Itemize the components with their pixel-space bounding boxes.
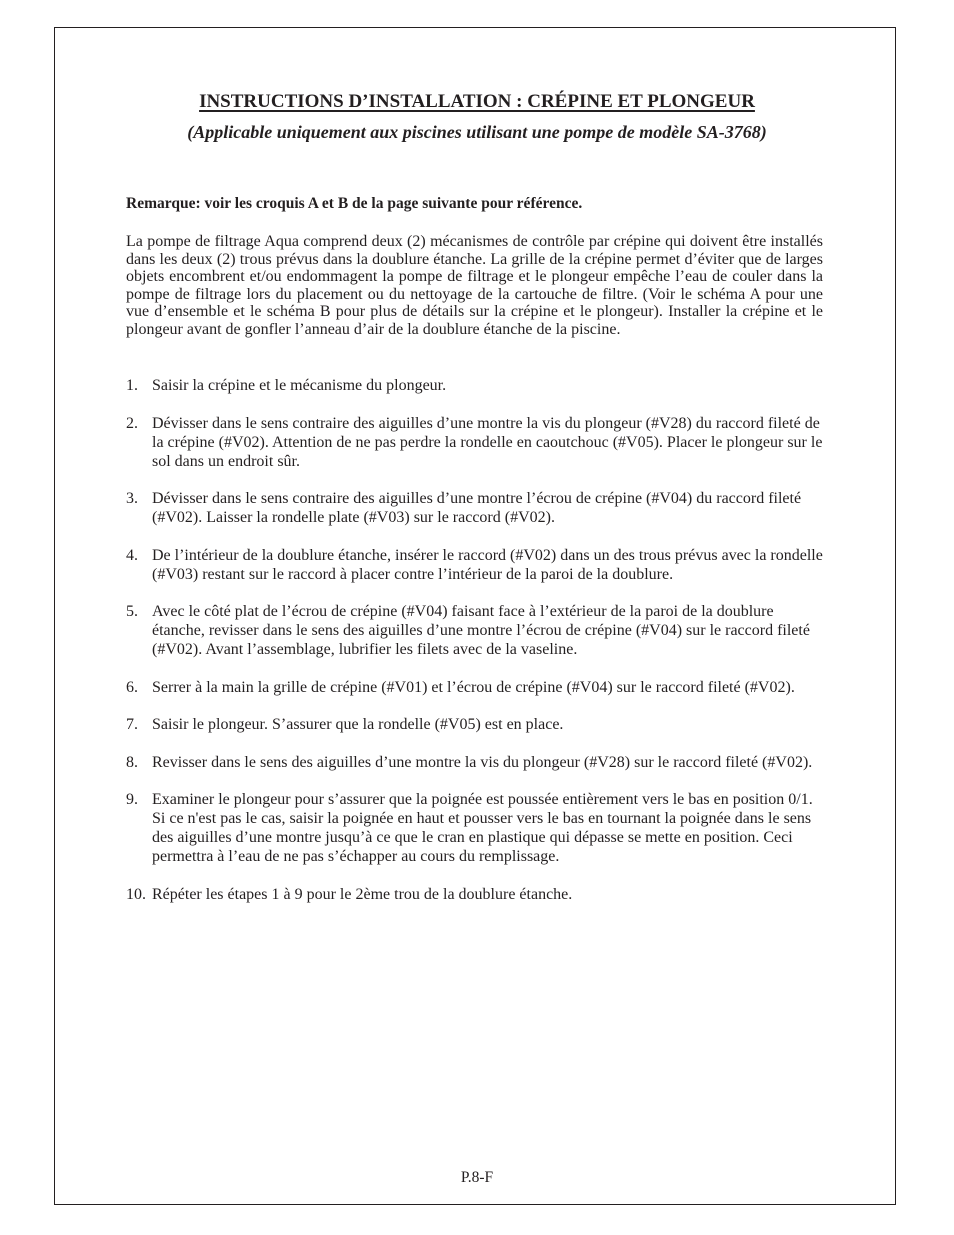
remark-note: Remarque: voir les croquis A et B de la page suivante pour référence. bbox=[126, 195, 583, 212]
step-item-6 bbox=[126, 678, 826, 697]
step-text: Dévisser dans le sens contraire des aiguilles d’une montre l’écrou de crépine (#V04) du raccord fileté (#V02). Laisser la rondelle plate (#V03) sur le raccord (#V02). bbox=[152, 490, 802, 526]
step-text: Revisser dans le sens des aiguilles d’une montre la vis du plongeur (#V28) sur le raccord fileté (#V02). bbox=[152, 753, 813, 771]
step-item-7 bbox=[126, 715, 826, 734]
step-item-1 bbox=[126, 376, 826, 395]
page-subtitle: (Applicable uniquement aux piscines utilisant une pompe de modèle SA-3768) bbox=[187, 122, 767, 142]
step-number: 8. bbox=[126, 753, 138, 771]
step-number: 9. bbox=[126, 791, 138, 808]
step-item-10 bbox=[126, 885, 826, 904]
step-item-8 bbox=[126, 753, 826, 772]
step-item-9 bbox=[126, 790, 826, 866]
intro-paragraph: La pompe de filtrage Aqua comprend deux (2) mécanismes de contrôle par crépine qui doivent être installés dans les deux (2) trous prévus dans la doublure étanche. La grille de la crépine permet d’éviter que de larges objets encombrent et/ou endommagent la pompe de filtrage et le plongeur empêche l’eau de couler dans la pompe de filtrage lors du placement ou du nettoyage de la cartouche de filtre. (Voir le schéma A pour une vue d’ensemble et le schéma B pour plus de détails sur la crépine et le plongeur). Installer la crépine et le plongeur avant de gonfler l’anneau d’air de la doublure étanche de la piscine. bbox=[126, 233, 823, 338]
step-number: 1. bbox=[126, 377, 138, 394]
instruction-steps bbox=[126, 376, 826, 922]
step-number: 4. bbox=[126, 546, 138, 564]
step-item-5 bbox=[126, 602, 826, 659]
step-number: 3. bbox=[126, 490, 138, 507]
step-number: 6. bbox=[126, 678, 138, 696]
page-title bbox=[0, 91, 954, 113]
step-text: Saisir la crépine et le mécanisme du plongeur. bbox=[152, 377, 447, 394]
step-text: De l’intérieur de la doublure étanche, insérer le raccord (#V02) dans un des trous prévus avec la rondelle (#V03) restant sur le raccord à placer contre l’intérieur de la paroi de la doublure. bbox=[152, 546, 823, 583]
step-text: Avec le côté plat de l’écrou de crépine (#V04) faisant face à l’extérieur de la paroi de la doublure étanche, revisser dans le sens des aiguilles d’une montre l’écrou de crépine (#V04) sur le raccord fileté (#V02). Avant l’assemblage, lubrifier les filets avec de la vaseline. bbox=[152, 603, 810, 658]
step-item-3 bbox=[126, 489, 826, 527]
step-number: 7. bbox=[126, 716, 138, 733]
step-number: 5. bbox=[126, 603, 138, 620]
step-text: Répéter les étapes 1 à 9 pour le 2ème trou de la doublure étanche. bbox=[152, 885, 573, 903]
step-text: Dévisser dans le sens contraire des aiguilles d’une montre la vis du plongeur (#V28) du raccord fileté de la crépine (#V02). Attention de ne pas perdre la rondelle en caoutchouc (#V05). Placer le plongeur sur le sol dans un endroit sûr. bbox=[152, 414, 823, 470]
step-item-2 bbox=[126, 414, 826, 471]
step-number: 10. bbox=[126, 885, 146, 903]
step-number: 2. bbox=[126, 414, 138, 432]
step-text: Serrer à la main la grille de crépine (#V01) et l’écrou de crépine (#V04) sur le raccord fileté (#V02). bbox=[152, 678, 795, 696]
step-text: Saisir le plongeur. S’assurer que la rondelle (#V05) est en place. bbox=[152, 716, 564, 733]
page-title-text: INSTRUCTIONS D’INSTALLATION : CRÉPINE ET PLONGEUR bbox=[199, 91, 755, 112]
step-text: Examiner le plongeur pour s’assurer que la poignée est poussée entièrement vers le bas en position 0/1. Si ce n'est pas le cas, saisir la poignée en haut et pousser vers le bas en tournant la poignée dans le sens des aiguilles d’une montre jusqu’à ce que le cran en plastique qui dépasse se mette en position. Ceci permettra à l’eau de ne pas s’échapper au cours du remplissage. bbox=[152, 791, 813, 865]
step-item-4 bbox=[126, 546, 826, 584]
page-number: P.8-F bbox=[460, 1169, 494, 1186]
